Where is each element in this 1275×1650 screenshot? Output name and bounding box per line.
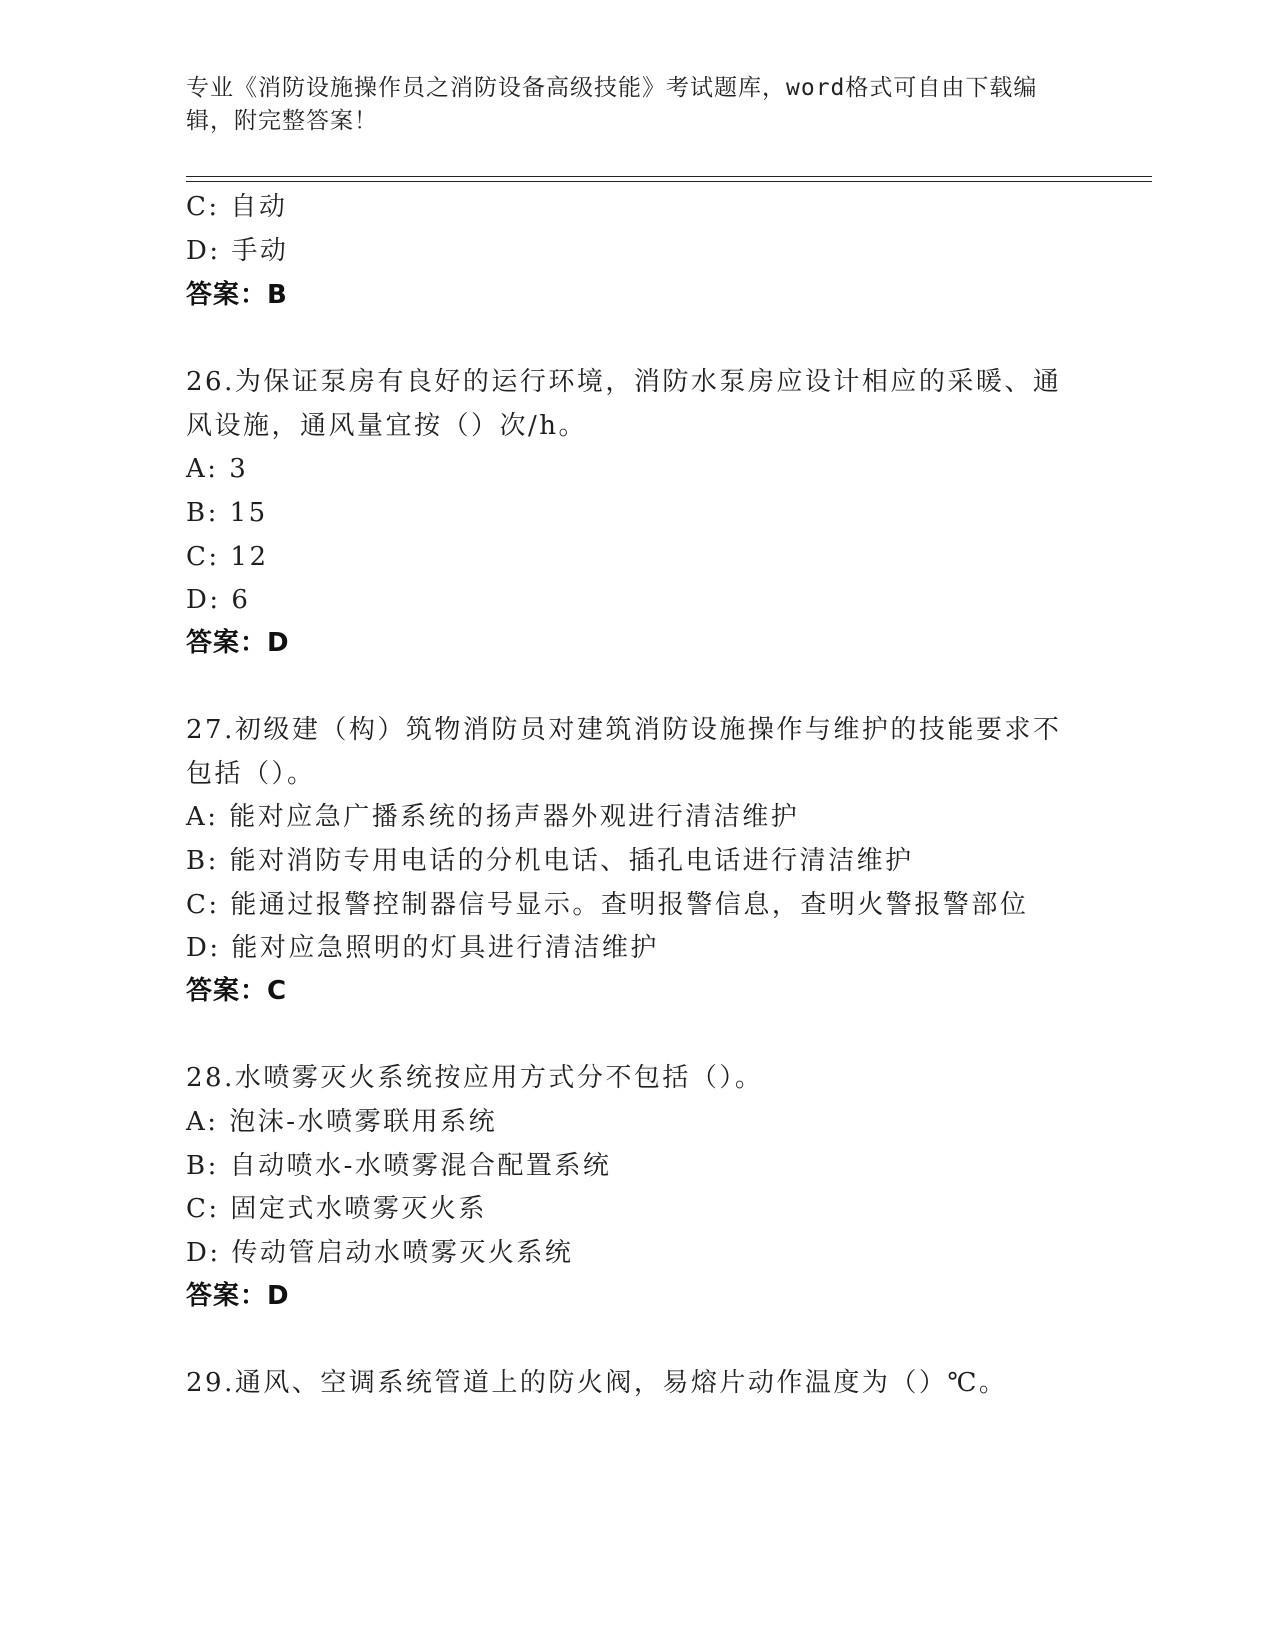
question-27-option-a: A: 能对应急广播系统的扬声器外观进行清洁维护 [186,802,800,832]
header-rule-bottom [186,181,1152,182]
question-28-answer: 答案：D [186,1281,290,1311]
question-26-stem-1: 26.为保证泵房有良好的运行环境，消防水泵房应设计相应的采暖、通 [186,367,1062,397]
question-26-option-d: D: 6 [186,585,251,615]
option-c: C: 自动 [186,192,288,222]
answer-line: 答案：B [186,280,288,310]
question-28-option-a: A: 泡沫-水喷雾联用系统 [186,1107,498,1137]
question-27-option-d: D: 能对应急照明的灯具进行清洁维护 [186,933,659,963]
question-26-option-a: A: 3 [186,454,249,484]
question-26-stem-2: 风设施，通风量宜按（）次/h。 [186,411,588,441]
header-line-1: 专业《消防设施操作员之消防设备高级技能》考试题库，word格式可自由下载编 [186,75,1038,101]
question-28-option-c: C: 固定式水喷雾灭火系 [186,1194,487,1224]
question-27-stem-2: 包括（）。 [186,759,316,789]
question-26-answer: 答案：D [186,628,290,658]
option-d: D: 手动 [186,236,289,266]
header-rule-top [186,176,1152,177]
question-27-option-b: B: 能对消防专用电话的分机电话、插孔电话进行清洁维护 [186,846,914,876]
page-header [186,72,1066,138]
question-28-option-b: B: 自动喷水-水喷雾混合配置系统 [186,1151,612,1181]
question-29-stem-1: 29.通风、空调系统管道上的防火阀，易熔片动作温度为（）℃。 [186,1368,1008,1398]
question-28-stem-1: 28.水喷雾灭火系统按应用方式分不包括（）。 [186,1063,764,1093]
question-27-stem-1: 27.初级建（构）筑物消防员对建筑消防设施操作与维护的技能要求不 [186,715,1062,745]
question-26-option-b: B: 15 [186,498,268,528]
question-27-answer: 答案：C [186,976,288,1006]
question-26-option-c: C: 12 [186,542,269,572]
header-line-2: 辑，附完整答案！ [186,108,378,134]
question-28-option-d: D: 传动管启动水喷雾灭火系统 [186,1238,574,1268]
question-27-option-c: C: 能通过报警控制器信号显示。查明报警信息，查明火警报警部位 [186,890,1029,920]
